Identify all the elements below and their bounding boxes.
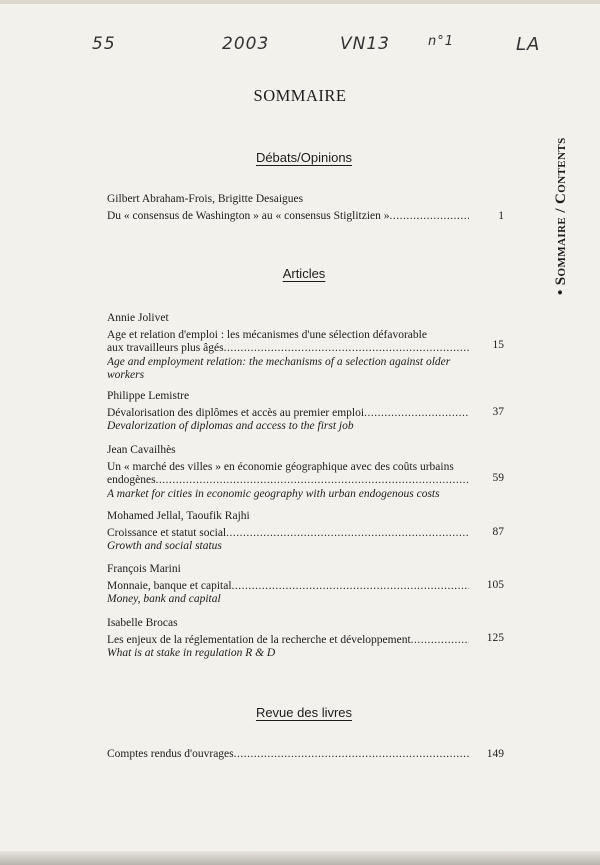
entry-author: Jean Cavailhès	[107, 444, 176, 456]
handwritten-note-5: LA	[516, 34, 541, 55]
page-edge-bottom	[0, 851, 600, 865]
toc-entry-article-2[interactable]	[107, 390, 507, 434]
dot-leader	[364, 407, 469, 420]
entry-title-line: Un « marché des villes » en économie géographique avec des coûts urbains	[107, 461, 454, 474]
handwritten-note-3: VN13	[340, 34, 390, 54]
dot-leader	[234, 748, 469, 761]
page-edge-top	[0, 0, 600, 4]
dot-leader	[226, 527, 469, 540]
handwritten-note-4: n°1	[428, 34, 455, 49]
entry-author: Isabelle Brocas	[107, 617, 178, 629]
toc-entry-article-1[interactable]	[107, 312, 507, 382]
section-heading-articles: Articles	[282, 266, 326, 281]
entry-title-line: Les enjeux de la réglementation de la recherche et développement	[107, 634, 411, 647]
entry-english-title: Money, bank and capital	[107, 593, 221, 606]
dot-leader	[232, 580, 469, 593]
entry-author: Gilbert Abraham-Frois, Brigitte Desaigues	[107, 193, 304, 205]
entry-title: Comptes rendus d'ouvrages	[107, 748, 234, 760]
entry-english-title: Devalorization of diplomas and access to the first job	[107, 420, 354, 433]
page-number[interactable]: 149	[486, 748, 504, 760]
entry-title-leader	[107, 210, 469, 223]
section-heading-revue: Revue des livres	[255, 705, 353, 720]
entry-title-leader	[107, 748, 469, 761]
page-number[interactable]: 59	[492, 472, 504, 484]
entry-title-leader	[107, 342, 469, 355]
toc-entry-debats[interactable]	[107, 193, 507, 223]
handwritten-note-1: 55	[92, 34, 116, 54]
entry-title-leader	[107, 580, 469, 593]
toc-entry-article-6[interactable]	[107, 617, 507, 661]
page-number[interactable]: 15	[492, 339, 504, 351]
dot-leader	[224, 342, 469, 355]
entry-english-title: What is at stake in regulation R & D	[107, 647, 276, 660]
entry-title-line: aux travailleurs plus âgés	[107, 342, 224, 355]
handwritten-note-2: 2003	[222, 34, 270, 54]
dot-leader	[390, 210, 469, 223]
entry-title-line: endogènes	[107, 474, 156, 487]
entry-title-line: Age et relation d'emploi : les mécanismes d'une sélection défavorable	[107, 329, 427, 342]
entry-title-leader	[107, 634, 469, 647]
page-number[interactable]: 87	[492, 526, 504, 538]
entry-title-line: Dévalorisation des diplômes et accès au premier emploi	[107, 407, 365, 420]
page-number[interactable]: 37	[492, 406, 504, 418]
entry-title-leader	[107, 527, 469, 540]
section-heading-debats: Débats/Opinions	[255, 150, 353, 165]
entry-author: François Marini	[107, 563, 181, 575]
toc-entry-article-3[interactable]	[107, 444, 507, 501]
entry-author: Mohamed Jellal, Taoufik Rajhi	[107, 510, 250, 522]
entry-english-title: workers	[107, 368, 145, 381]
entry-title-leader	[107, 474, 469, 487]
entry-title-leader	[107, 407, 469, 420]
toc-entry-revue[interactable]	[107, 748, 507, 761]
entry-title-line: Monnaie, banque et capital	[107, 580, 232, 593]
entry-author: Philippe Lemistre	[107, 390, 190, 402]
toc-entry-article-5[interactable]	[107, 563, 507, 607]
page-number[interactable]: 105	[486, 579, 504, 591]
toc-entry-article-4[interactable]	[107, 510, 507, 554]
dot-leader	[411, 634, 469, 647]
entry-english-title: A market for cities in economic geography with urban endogenous costs	[107, 487, 440, 500]
page-title: SOMMAIRE	[253, 86, 347, 105]
entry-author: Annie Jolivet	[107, 312, 169, 324]
entry-title: Du « consensus de Washington » au « consensus Stiglitzien »	[107, 210, 390, 223]
page-number[interactable]: 125	[486, 632, 504, 644]
dot-leader	[156, 474, 469, 487]
entry-english-title: Age and employment relation: the mechanisms of a selection against older	[107, 355, 451, 368]
entry-title-line: Croissance et statut social	[107, 527, 227, 540]
entry-english-title: Growth and social status	[107, 540, 222, 553]
page-number[interactable]: 1	[498, 210, 504, 222]
side-label-contents: • Sommaire / Contents	[553, 137, 569, 295]
